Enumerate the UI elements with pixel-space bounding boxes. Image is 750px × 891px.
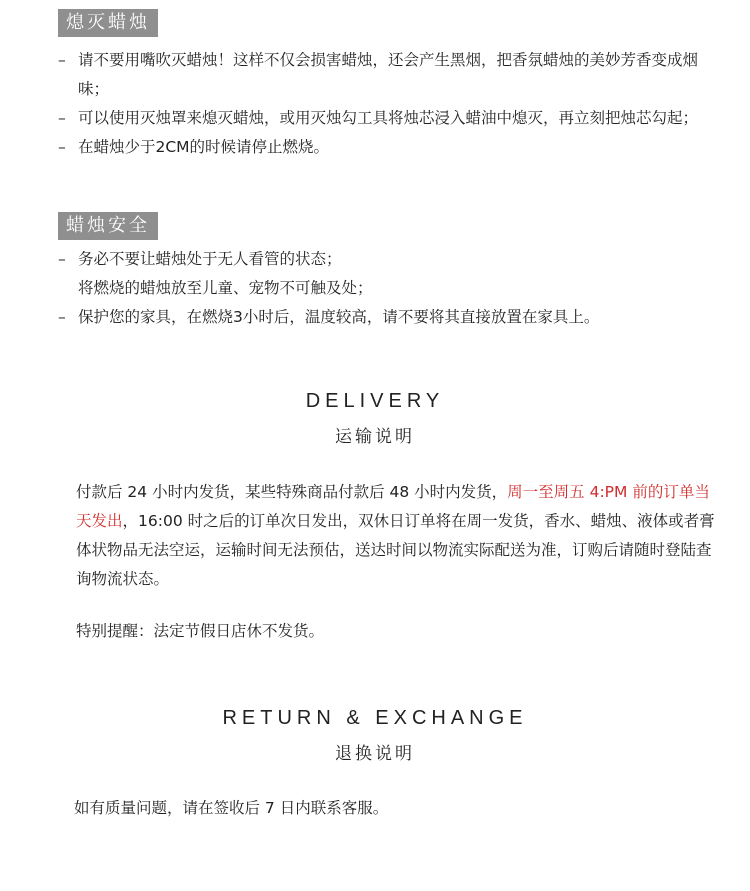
extinguish-tag: 熄灭蜡烛 xyxy=(58,9,158,37)
list-item: – 请不要用嘴吹灭蜡烛！这样不仅会损害蜡烛，还会产生黑烟，把香氛蜡烛的美妙芳香变成烟味； xyxy=(58,46,708,104)
dash-icon: – xyxy=(58,138,66,156)
delivery-title-cn: 运输说明 xyxy=(335,427,415,447)
list-item: 将燃烧的蜡烛放至儿童、宠物不可触及处； xyxy=(78,279,373,297)
dash-icon: – xyxy=(58,250,66,268)
safety-tag: 蜡烛安全 xyxy=(58,212,158,240)
returns-text: 如有质量问题，请在签收后 7 日内联系客服。 xyxy=(74,799,389,817)
delivery-note: 特别提醒：法定节假日店休不发货。 xyxy=(76,622,325,640)
delivery-paragraph: 付款后 24 小时内发货，某些特殊商品付款后 48 小时内发货，周一至周五 4:PM 前的订单当天发出，16:00 时之后的订单次日发出，双休日订单将在周一发货，香水、蜡烛、液体或者膏体状物品无法空运，运输时间无法预估，送达时间以物流实际配送为准，订购后请随时登陆查询物流状态。 xyxy=(76,483,715,588)
list-item: – 在蜡烛少于2CM的时候请停止燃烧。 xyxy=(58,133,708,162)
list-item: – 务必不要让蜡烛处于无人看管的状态； xyxy=(58,245,708,274)
dash-icon: – xyxy=(58,308,66,326)
delivery-title-en: DELIVERY xyxy=(305,390,445,412)
list-item: – 可以使用灭烛罩来熄灭蜡烛，或用灭烛勾工具将烛芯浸入蜡油中熄灭，再立刻把烛芯勾起； xyxy=(58,104,708,133)
dash-icon: – xyxy=(58,109,66,127)
dash-icon: – xyxy=(58,51,66,69)
returns-title-cn: 退换说明 xyxy=(335,744,415,764)
returns-title-en: RETURN & EXCHANGE xyxy=(222,707,528,729)
extinguish-list xyxy=(58,46,708,162)
delivery-highlight: 周一至周五 4:PM 前的订单当天发出 xyxy=(76,483,710,530)
list-item: – 保护您的家具，在燃烧3小时后，温度较高，请不要将其直接放置在家具上。 xyxy=(58,303,708,332)
safety-list xyxy=(58,245,708,332)
